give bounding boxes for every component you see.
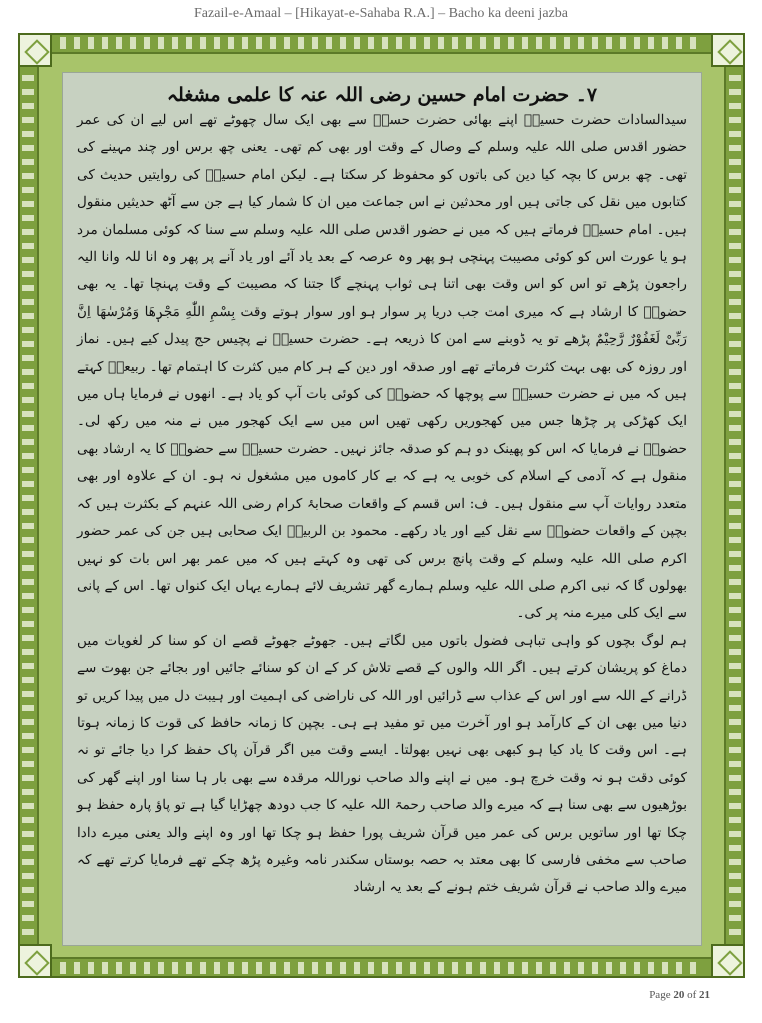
corner-ornament-icon	[18, 944, 52, 978]
paragraph: سیدالسادات حضرت حسینؓ اپنے بھائی حضرت حسنؓ سے بھی ایک سال چھوٹے تھے اس لیے ان کی عمر حضور اقدس صلی اللہ علیہ وسلم کے وصال کے وقت اور بھی کم تھی۔ یعنی چھ برس اور چند مہینے کی تھی۔ چھ برس کا بچہ کیا دین کی باتوں کو محفوظ کر سکتا ہے۔ لیکن امام حسینؓ کی روایتیں حدیث کی کتابوں میں نقل کی جاتی ہیں اور محدثین نے اس جماعت میں ان کا شمار کیا ہے جن سے آٹھ حدیثیں منقول ہیں۔ امام حسینؓ فرماتے ہیں کہ میں نے حضور اقدس صلی اللہ علیہ وسلم سے سنا کہ کوئی مسلمان مرد ہو یا عورت اس کو کوئی مصیبت پہنچی ہو پھر وہ عرصہ کے بعد یاد آئے اور یاد آنے پر پھر وہ انا للہ وانا الیہ راجعون پڑھے تو اس کو اس وقت بھی اتنا ہی ثواب پہنچے گا جتنا کہ مصیبت کے وقت پہنچا تھا۔ یہ بھی حضورؐ کا ارشاد ہے کہ میری امت جب دریا پر سوار ہو اور سوار ہوتے وقت بِسْمِ اللّٰهِ مَجْرٖهَا وَمُرْسٰهَا اِنَّ رَبِّیْ لَغَفُوْرٌ رَّحِیْمٌ پڑھے تو یہ ڈوبنے سے امن کا ذریعہ ہے۔ حضرت حسینؓ نے پچیس حج پیدل کیے ہیں۔ نماز اور روزہ کی بھی بہت کثرت فرماتے تھے اور صدقہ اور دین کے ہر کام میں کثرت کا اہتمام تھا۔ ربیعہؒ کہتے ہیں کہ میں نے حضرت حسینؓ سے پوچھا کہ حضورؐ کی کوئی بات آپ کو یاد ہے۔ انھوں نے فرمایا ہاں میں ایک کھڑکی پر چڑھا جس میں کھجوریں رکھی تھیں اس میں سے ایک کھجور میں نے منہ میں رکھ لی۔ حضورؐ نے فرمایا کہ اس کو پھینک دو ہم کو صدقہ جائز نہیں۔ حضرت حسینؓ سے حضورؐ کا یہ ارشاد بھی منقول ہے کہ آدمی کے اسلام کی خوبی یہ ہے کہ بے کار کاموں میں مشغول نہ ہو۔ ان کے علاوہ اور بھی متعدد روایات آپ سے منقول ہیں۔ ف: اس قسم کے واقعات صحابۂ کرام رضی اللہ عنہم کے بکثرت ہیں کہ بچپن کے واقعات حضورؐ سے نقل کیے اور یاد رکھے۔ محمود بن الربیعؓ ایک صحابی ہیں جن کی عمر حضور اکرم صلی اللہ علیہ وسلم کے وقت پانچ برس کی تھی وہ کہتے ہیں کہ میں عمر بھر اس بات کو نہیں بھولوں گا کہ نبی اکرم صلی اللہ علیہ وسلم ہمارے گھر تشریف لائے ہمارے یہاں ایک کنواں تھا۔ اس کے پانی سے ایک کلی میرے منہ پر کی۔	[77, 112, 688, 622]
page-current: 20	[673, 989, 685, 1001]
page-header: Fazail-e-Amaal – [Hikayat-e-Sahaba R.A.] – Bacho ka deeni jazba	[194, 6, 568, 21]
border-pattern-top	[60, 37, 703, 49]
border-pattern-left	[22, 75, 34, 936]
section-title: ۷۔ حضرت امام حسین رضی اللہ عنہ کا علمی مشغلہ	[166, 84, 598, 106]
corner-ornament-icon	[711, 33, 745, 67]
border-pattern-bottom	[60, 962, 703, 974]
page-label: Page	[649, 989, 671, 1001]
paragraph: ہم لوگ بچوں کو واہی تباہی فضول باتوں میں لگاتے ہیں۔ جھوٹے جھوٹے قصے ان کو سنا کر لغویات میں دماغ کو پریشان کرتے ہیں۔ اگر اللہ والوں کے قصے تلاش کر کے ان کو سنائے جائیں اور بجائے جن بھوت سے ڈرانے کے اللہ سے اور اس کے عذاب سے ڈرائیں اور اللہ کی ناراضی کی اہمیت اور ہیبت دل میں پیدا کریں تو دنیا میں بھی ان کے کارآمد ہو اور آخرت میں تو مفید ہے ہی۔ بچپن کا زمانہ حافظ کی قوت کا زمانہ ہوتا ہے۔ اس وقت کا یاد کیا ہو کبھی بھی نہیں بھولتا۔ ایسے وقت میں اگر قرآن پاک حفظ کرا دیا جائے تو نہ کوئی دقت ہو نہ وقت خرچ ہو۔ میں نے اپنے والد صاحب نوراللہ مرقدہ سے بھی بار ہا سنا اور اپنے گھر کی بوڑھیوں سے بھی سنا ہے کہ میرے والد صاحب رحمۃ اللہ علیہ کا جب دودھ چھڑایا گیا ہے تو پاؤ پارہ حفظ ہو چکا تھا اور ساتویں برس کی عمر میں قرآن شریف پورا حفظ ہو چکا تھا اور وہ اپنے والد یعنی میرے دادا صاحب سے مخفی فارسی کا بھی معتد بہ حصہ بوستاں سکندر نامہ وغیرہ پڑھ چکے تھے فرمایا کرتے تھے کہ میرے والد صاحب نے قرآن شریف ختم ہونے کے بعد یہ ارشاد	[77, 632, 687, 896]
border-pattern-right	[729, 75, 741, 936]
page-number	[649, 989, 710, 1001]
page-total: 21	[699, 989, 710, 1001]
corner-ornament-icon	[18, 33, 52, 67]
page-of-label: of	[687, 989, 697, 1001]
scanned-page	[62, 72, 702, 946]
corner-ornament-icon	[711, 944, 745, 978]
